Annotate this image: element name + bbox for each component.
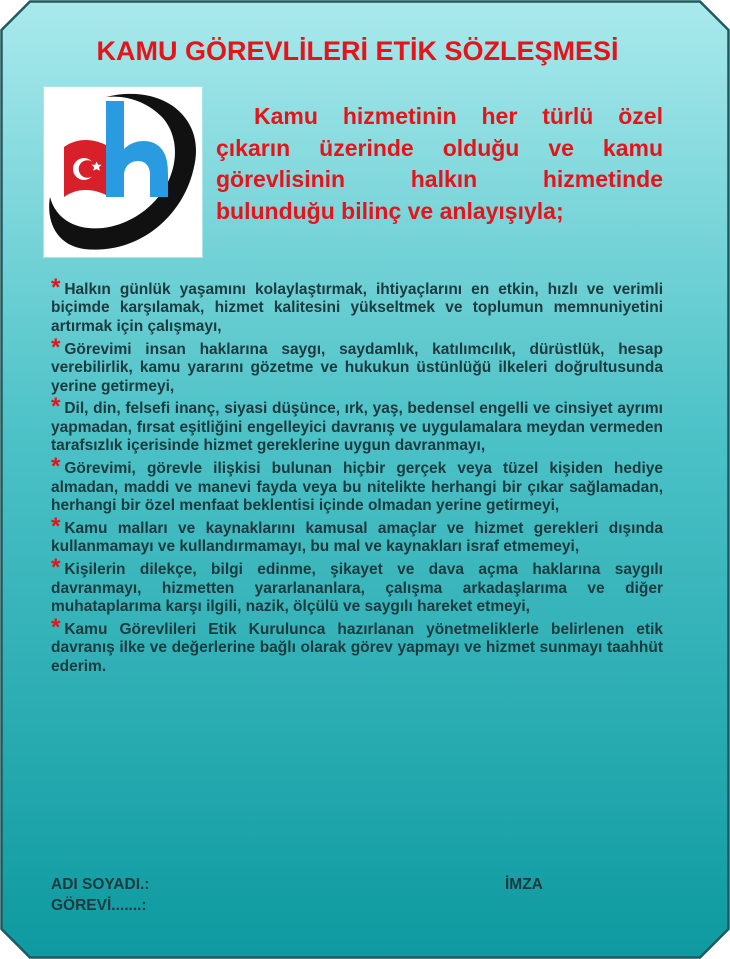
dh-logo-icon: [44, 87, 202, 257]
list-item: [51, 333, 663, 396]
list-item: [51, 554, 663, 616]
page-title: KAMU GÖREVLİLERİ ETİK SÖZLEŞMESİ: [96, 36, 619, 66]
list-item-text: Dil, din, felsefi inanç, siyasi düşünce, ırk, yaş, bedensel engelli ve cinsiyet ayrımı yapmadan, fırsat eşitliğini engelleyici davranış ve uygulamalara meydan vermeden tarafsızlık içerisinde hizmet gereklerine uygun davranmayı,: [51, 400, 663, 455]
list-item: [51, 453, 663, 515]
bullet-star-icon: *: [51, 613, 61, 641]
bullet-star-icon: *: [51, 453, 61, 481]
list-item: [51, 393, 663, 455]
bullet-star-icon: *: [51, 512, 61, 540]
list-item-text: Görevimi insan haklarına saygı, saydamlık, katılımcılık, dürüstlük, hesap verebilirlik, kamu yararını gözetme ve hukukun üstünlüğü ilkeleri doğrultusunda yerine getirmeyi,: [51, 340, 663, 395]
list-item-text: Görevimi, görevle ilişkisi bulunan hiçbir gerçek veya tüzel kişiden hediye almadan, maddi ve manevi fayda veya bu nitelikte herhangi bir çıkar sağlamadan, herhangi bir özel menfaat beklentisi içinde olmadan yerine getirmeyi,: [51, 460, 663, 514]
logo: [43, 86, 203, 258]
signature-label: İMZA: [505, 876, 543, 893]
bullet-star-icon: *: [51, 333, 61, 361]
list-item-text: Kamu malları ve kaynaklarını kamusal amaçlar ve hizmet gerekleri dışında kullanmamayı ve kullandırmamayı, bu mal ve kaynakları israf etmemeyi,: [51, 519, 663, 556]
list-item-text: Kişilerin dilekçe, bilgi edinme, şikayet ve dava açma haklarına saygılı davranmayı, hizmetten yararlananlara, çalışma arkadaşlarıma ve diğer muhataplarıma karşı ilgili, nazik, ölçülü ve saygılı hareket etmeyi,: [51, 561, 663, 615]
intro-paragraph: Kamu hizmetinin her türlü özel çıkarın üzerinde olduğu ve kamu görevlisinin halkın hizmetinde bulunduğu bilinç ve anlayışıyla;: [216, 103, 663, 224]
bullet-star-icon: *: [51, 393, 61, 421]
list-item-text: Halkın günlük yaşamını kolaylaştırmak, ihtiyaçlarını en etkin, hızlı ve verimli biçimde karşılamak, hizmet kalitesini yükseltmek ve toplumun memnuniyetini artırmak için çalışmayı,: [51, 281, 663, 335]
position-label: GÖREVİ.......:: [51, 897, 147, 914]
bullet-star-icon: *: [51, 274, 61, 301]
list-item: [51, 512, 663, 557]
name-label: ADI SOYADI.:: [51, 876, 150, 893]
list-item: [51, 613, 663, 676]
list-item: [51, 274, 663, 336]
list-item-text: Kamu Görevlileri Etik Kurulunca hazırlanan yönetmeliklerle belirlenen etik davranış ilke ve değerlerine bağlı olarak görev yapmayı ve hizmet sunmayı taahhüt ederim.: [51, 620, 663, 675]
bullet-star-icon: *: [51, 554, 61, 582]
commitment-list: [51, 274, 663, 681]
